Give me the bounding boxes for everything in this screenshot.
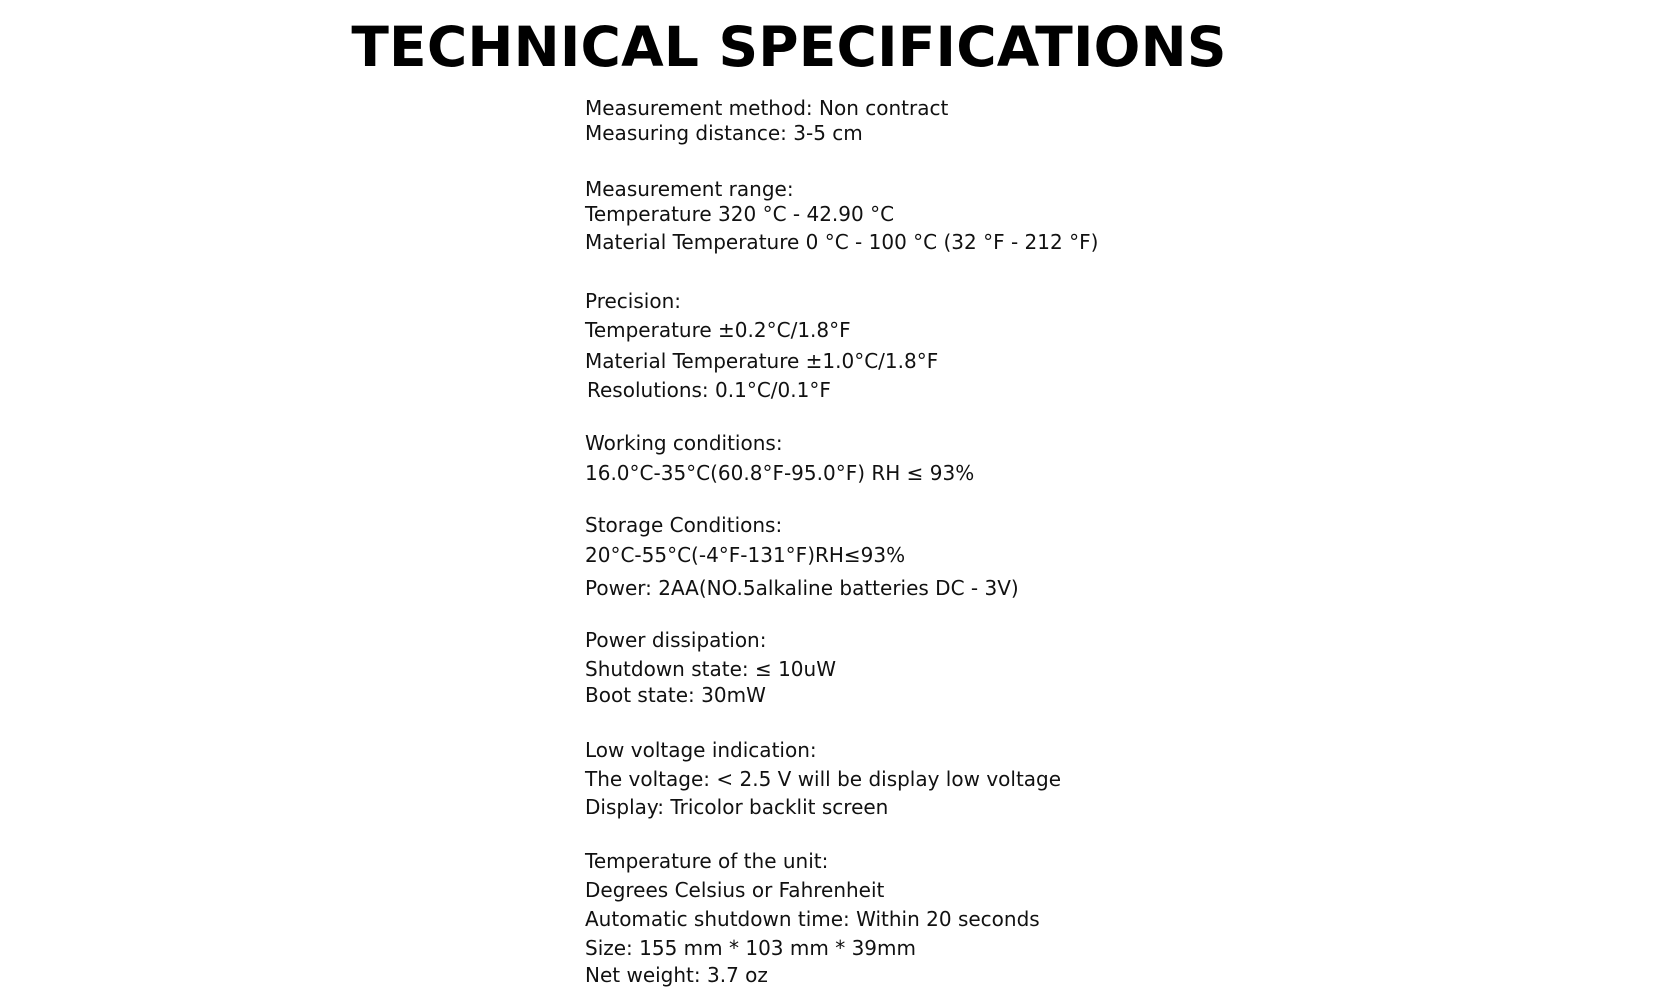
range-material-temperature: Material Temperature 0 °C - 100 °C (32 °F - 212 °F) bbox=[585, 230, 1099, 254]
temperature-unit-value: Degrees Celsius or Fahrenheit bbox=[585, 878, 885, 902]
range-temperature: Temperature 320 °C - 42.90 °C bbox=[585, 202, 895, 226]
low-voltage-heading: Low voltage indication: bbox=[585, 738, 817, 762]
display-spec: Display: Tricolor backlit screen bbox=[585, 795, 889, 819]
measurement-range-heading: Measurement range: bbox=[585, 177, 794, 201]
precision-temperature: Temperature ±0.2°C/1.8°F bbox=[585, 318, 851, 342]
power-dissipation-heading: Power dissipation: bbox=[585, 628, 767, 652]
measuring-distance: Measuring distance: 3-5 cm bbox=[585, 121, 863, 145]
low-voltage-value: The voltage: < 2.5 V will be display low voltage bbox=[585, 767, 1062, 791]
storage-conditions-value: 20°C-55°C(-4°F-131°F)RH≤93% bbox=[585, 543, 906, 567]
resolutions: Resolutions: 0.1°C/0.1°F bbox=[587, 378, 831, 402]
working-conditions-heading: Working conditions: bbox=[585, 431, 783, 455]
boot-state: Boot state: 30mW bbox=[585, 683, 766, 707]
net-weight: Net weight: 3.7 oz bbox=[585, 963, 768, 987]
shutdown-state: Shutdown state: ≤ 10uW bbox=[585, 657, 836, 681]
page-title: TECHNICAL SPECIFICATIONS bbox=[351, 15, 1227, 79]
power: Power: 2AA(NO.5alkaline batteries DC - 3V) bbox=[585, 576, 1019, 600]
working-conditions-value: 16.0°C-35°C(60.8°F-95.0°F) RH ≤ 93% bbox=[585, 461, 975, 485]
automatic-shutdown: Automatic shutdown time: Within 20 seconds bbox=[585, 907, 1040, 931]
storage-conditions-heading: Storage Conditions: bbox=[585, 513, 783, 537]
temperature-unit-heading: Temperature of the unit: bbox=[585, 849, 829, 873]
precision-material-temperature: Material Temperature ±1.0°C/1.8°F bbox=[585, 349, 939, 373]
precision-heading: Precision: bbox=[585, 289, 681, 313]
size-spec: Size: 155 mm * 103 mm * 39mm bbox=[585, 936, 916, 960]
measurement-method: Measurement method: Non contract bbox=[585, 96, 949, 120]
